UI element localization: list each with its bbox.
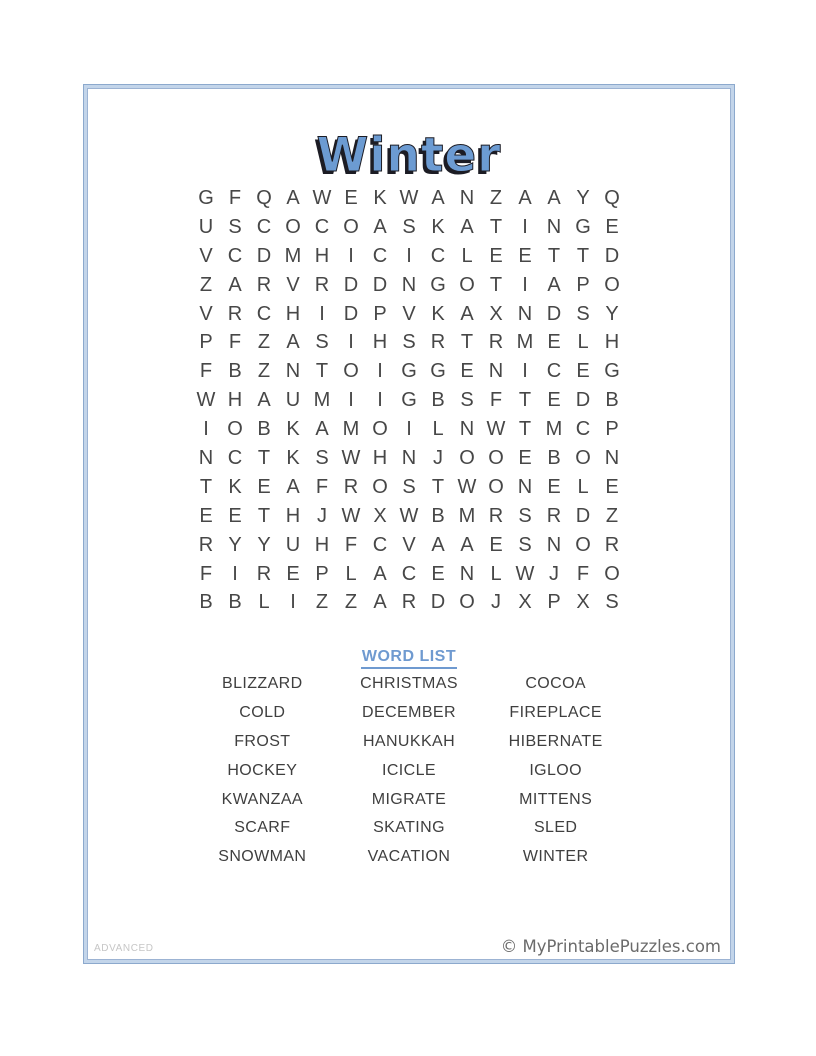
grid-letter: C [256,302,272,325]
grid-letter: G [604,360,620,383]
grid-letter: Q [256,186,272,209]
word-list-item: FROST [234,732,291,750]
grid-letter: V [402,302,416,325]
word-list-item: BLIZZARD [222,675,303,693]
grid-letter: F [199,360,213,383]
grid-letter: C [256,215,272,238]
word-list-item: IGLOO [529,761,582,779]
word-list-item: COCOA [525,675,586,693]
grid-letter: H [372,446,388,469]
grid-letter: B [547,446,561,469]
grid-letter: I [203,418,209,441]
grid-letter: I [522,273,528,296]
grid-letter: Y [257,533,271,556]
grid-letter: A [286,186,300,209]
word-list-item: SCARF [234,819,291,837]
grid-letter: T [576,244,590,267]
grid-letter: T [489,273,503,296]
grid-letter: B [228,360,242,383]
grid-letter: R [401,591,417,614]
grid-letter: R [314,273,330,296]
grid-letter: K [286,418,300,441]
grid-letter: A [286,475,300,498]
grid-letter: T [257,504,271,527]
grid-letter: E [547,389,561,412]
grid-letter: J [317,504,327,527]
grid-letter: S [460,389,474,412]
grid-letter: A [431,186,445,209]
puzzle-title: Winter [316,128,502,184]
grid-letter: W [399,504,419,527]
grid-letter: L [577,475,589,498]
word-list-heading-wrap [84,648,734,669]
word-list-item: FIREPLACE [509,704,602,722]
word-list-item: SKATING [373,819,445,837]
grid-letter: A [460,215,474,238]
grid-letter: E [576,360,590,383]
grid-letter: O [488,475,504,498]
grid-letter: W [486,418,506,441]
grid-letter: S [315,331,329,354]
grid-letter: Z [605,504,619,527]
grid-letter: R [343,475,359,498]
grid-letter: E [431,562,445,585]
grid-letter: F [228,186,242,209]
grid-letter: I [406,418,412,441]
word-list-item: KWANZAA [221,790,303,808]
grid-letter: B [431,504,445,527]
grid-letter: F [489,389,503,412]
grid-letter: D [575,389,591,412]
grid-letter: W [341,504,361,527]
grid-letter: E [344,186,358,209]
grid-letter: N [401,273,417,296]
grid-letter: I [348,244,354,267]
grid-letter: S [576,302,590,325]
grid-letter: O [575,533,591,556]
grid-letter: C [314,215,330,238]
word-list-item: HANUKKAH [362,732,456,750]
word-list-item: SLED [533,819,578,837]
grid-letter: O [227,418,243,441]
grid-letter: H [227,389,243,412]
grid-letter: R [488,331,504,354]
grid-letter: S [402,215,416,238]
grid-letter: C [372,533,388,556]
grid-letter: E [518,244,532,267]
grid-letter: D [372,273,388,296]
grid-letter: G [575,215,591,238]
grid-letter: W [312,186,332,209]
grid-letter: H [285,302,301,325]
grid-letter: O [604,273,620,296]
grid-letter: C [227,446,243,469]
word-list-item: SNOWMAN [218,848,307,866]
grid-letter: L [258,591,270,614]
grid-letter: J [433,446,443,469]
grid-letter: R [604,533,620,556]
grid-letter: A [460,533,474,556]
grid-letter: W [399,186,419,209]
grid-letter: N [459,186,475,209]
grid-letter: I [232,562,238,585]
grid-letter: E [547,475,561,498]
grid-letter: D [546,302,562,325]
grid-letter: T [547,244,561,267]
grid-letter: Z [199,273,213,296]
grid-letter: B [228,591,242,614]
difficulty-label: ADVANCED [94,943,154,954]
grid-letter: Z [257,331,271,354]
grid-letter: K [431,215,445,238]
grid-letter: M [516,331,534,354]
grid-letter: R [488,504,504,527]
grid-letter: O [459,273,475,296]
grid-letter: X [576,591,590,614]
grid-letter: E [199,504,213,527]
grid-letter: U [285,389,301,412]
grid-letter: W [196,389,216,412]
grid-letter: M [545,418,563,441]
grid-letter: I [522,215,528,238]
grid-letter: F [344,533,358,556]
grid-letter: N [198,446,214,469]
word-list-item: WINTER [522,848,589,866]
grid-letter: K [431,302,445,325]
grid-letter: N [488,360,504,383]
grid-letter: L [461,244,473,267]
grid-letter: H [604,331,620,354]
grid-letter: R [256,562,272,585]
page-border [83,84,735,964]
grid-letter: P [605,418,619,441]
grid-letter: M [313,389,331,412]
grid-letter: O [285,215,301,238]
grid-letter: G [401,389,417,412]
grid-letter: S [518,533,532,556]
grid-letter: B [605,389,619,412]
grid-letter: D [575,504,591,527]
word-list [189,670,629,872]
letter-grid [192,184,627,617]
grid-letter: D [604,244,620,267]
word-list-heading: WORD LIST [361,648,457,669]
grid-letter: N [517,302,533,325]
grid-letter: O [343,360,359,383]
grid-letter: F [576,562,590,585]
grid-letter: N [459,418,475,441]
grid-letter: Z [257,360,271,383]
grid-letter: H [372,331,388,354]
grid-letter: D [256,244,272,267]
grid-letter: J [491,591,501,614]
grid-letter: A [518,186,532,209]
grid-letter: G [430,273,446,296]
grid-letter: E [489,244,503,267]
grid-letter: F [228,331,242,354]
word-list-item: MIGRATE [371,790,447,808]
grid-letter: Y [605,302,619,325]
grid-letter: L [345,562,357,585]
grid-letter: G [198,186,214,209]
grid-letter: W [341,446,361,469]
grid-letter: N [459,562,475,585]
grid-letter: E [489,533,503,556]
grid-letter: S [605,591,619,614]
grid-letter: S [402,331,416,354]
grid-letter: T [518,418,532,441]
grid-letter: H [285,504,301,527]
grid-letter: L [432,418,444,441]
grid-letter: A [460,302,474,325]
grid-letter: V [286,273,300,296]
grid-letter: I [290,591,296,614]
grid-letter: Z [489,186,503,209]
grid-letter: D [343,302,359,325]
grid-letter: L [490,562,502,585]
grid-letter: R [546,504,562,527]
word-list-item: ICICLE [382,761,436,779]
grid-letter: Q [604,186,620,209]
grid-letter: B [199,591,213,614]
grid-letter: S [518,504,532,527]
grid-letter: C [401,562,417,585]
grid-letter: E [228,504,242,527]
grid-letter: A [228,273,242,296]
grid-letter: T [460,331,474,354]
grid-letter: C [372,244,388,267]
grid-letter: I [319,302,325,325]
grid-letter: K [228,475,242,498]
word-list-item: COLD [239,704,286,722]
grid-letter: B [257,418,271,441]
grid-letter: O [459,591,475,614]
grid-letter: A [547,186,561,209]
grid-letter: O [488,446,504,469]
grid-letter: T [257,446,271,469]
grid-letter: T [199,475,213,498]
grid-letter: Z [344,591,358,614]
grid-letter: A [286,331,300,354]
grid-letter: I [377,389,383,412]
grid-letter: F [199,562,213,585]
grid-letter: C [430,244,446,267]
grid-letter: P [547,591,561,614]
grid-letter: E [605,475,619,498]
word-list-item: DECEMBER [362,704,456,722]
grid-letter: E [460,360,474,383]
grid-letter: A [315,418,329,441]
grid-letter: E [286,562,300,585]
grid-letter: D [430,591,446,614]
grid-letter: Z [315,591,329,614]
grid-letter: T [518,389,532,412]
grid-letter: W [457,475,477,498]
grid-letter: R [430,331,446,354]
grid-letter: E [518,446,532,469]
grid-letter: O [459,446,475,469]
grid-letter: V [402,533,416,556]
grid-letter: C [227,244,243,267]
grid-letter: I [522,360,528,383]
grid-letter: R [256,273,272,296]
grid-letter: V [199,302,213,325]
grid-letter: M [342,418,360,441]
grid-letter: B [431,389,445,412]
word-list-item: MITTENS [519,790,593,808]
grid-letter: H [314,244,330,267]
grid-letter: A [373,215,387,238]
grid-letter: I [348,331,354,354]
grid-letter: A [547,273,561,296]
grid-letter: R [227,302,243,325]
grid-letter: A [431,533,445,556]
grid-letter: X [373,504,387,527]
grid-letter: M [458,504,476,527]
grid-letter: A [373,591,387,614]
grid-letter: I [406,244,412,267]
grid-letter: V [199,244,213,267]
grid-letter: F [315,475,329,498]
grid-letter: G [401,360,417,383]
grid-letter: U [198,215,214,238]
grid-letter: X [518,591,532,614]
grid-letter: P [315,562,329,585]
grid-letter: S [402,475,416,498]
grid-letter: P [576,273,590,296]
grid-letter: A [257,389,271,412]
grid-letter: O [372,475,388,498]
grid-letter: D [343,273,359,296]
grid-letter: I [348,389,354,412]
word-list-item: CHRISTMAS [360,675,458,693]
word-list-item: HOCKEY [227,761,298,779]
grid-letter: O [575,446,591,469]
grid-letter: X [489,302,503,325]
copyright-label: © MyPrintablePuzzles.com [500,937,721,956]
grid-letter: N [401,446,417,469]
grid-letter: G [430,360,446,383]
grid-letter: Y [576,186,590,209]
grid-letter: L [577,331,589,354]
grid-letter: T [431,475,445,498]
grid-letter: K [286,446,300,469]
grid-letter: C [575,418,591,441]
grid-letter: R [198,533,214,556]
grid-letter: N [517,475,533,498]
grid-letter: E [547,331,561,354]
grid-letter: E [257,475,271,498]
grid-letter: T [489,215,503,238]
grid-letter: N [285,360,301,383]
grid-letter: J [549,562,559,585]
grid-letter: E [605,215,619,238]
grid-letter: I [377,360,383,383]
grid-letter: C [546,360,562,383]
grid-letter: O [372,418,388,441]
grid-letter: O [343,215,359,238]
grid-letter: W [515,562,535,585]
grid-letter: A [373,562,387,585]
grid-letter: S [228,215,242,238]
grid-letter: M [284,244,302,267]
grid-letter: K [373,186,387,209]
word-list-item: HIBERNATE [508,732,603,750]
grid-letter: H [314,533,330,556]
grid-letter: U [285,533,301,556]
grid-letter: O [604,562,620,585]
grid-letter: S [315,446,329,469]
grid-letter: P [199,331,213,354]
grid-letter: N [546,215,562,238]
grid-letter: Y [228,533,242,556]
grid-letter: N [604,446,620,469]
word-list-item: VACATION [367,848,451,866]
grid-letter: T [315,360,329,383]
grid-letter: N [546,533,562,556]
grid-letter: P [373,302,387,325]
